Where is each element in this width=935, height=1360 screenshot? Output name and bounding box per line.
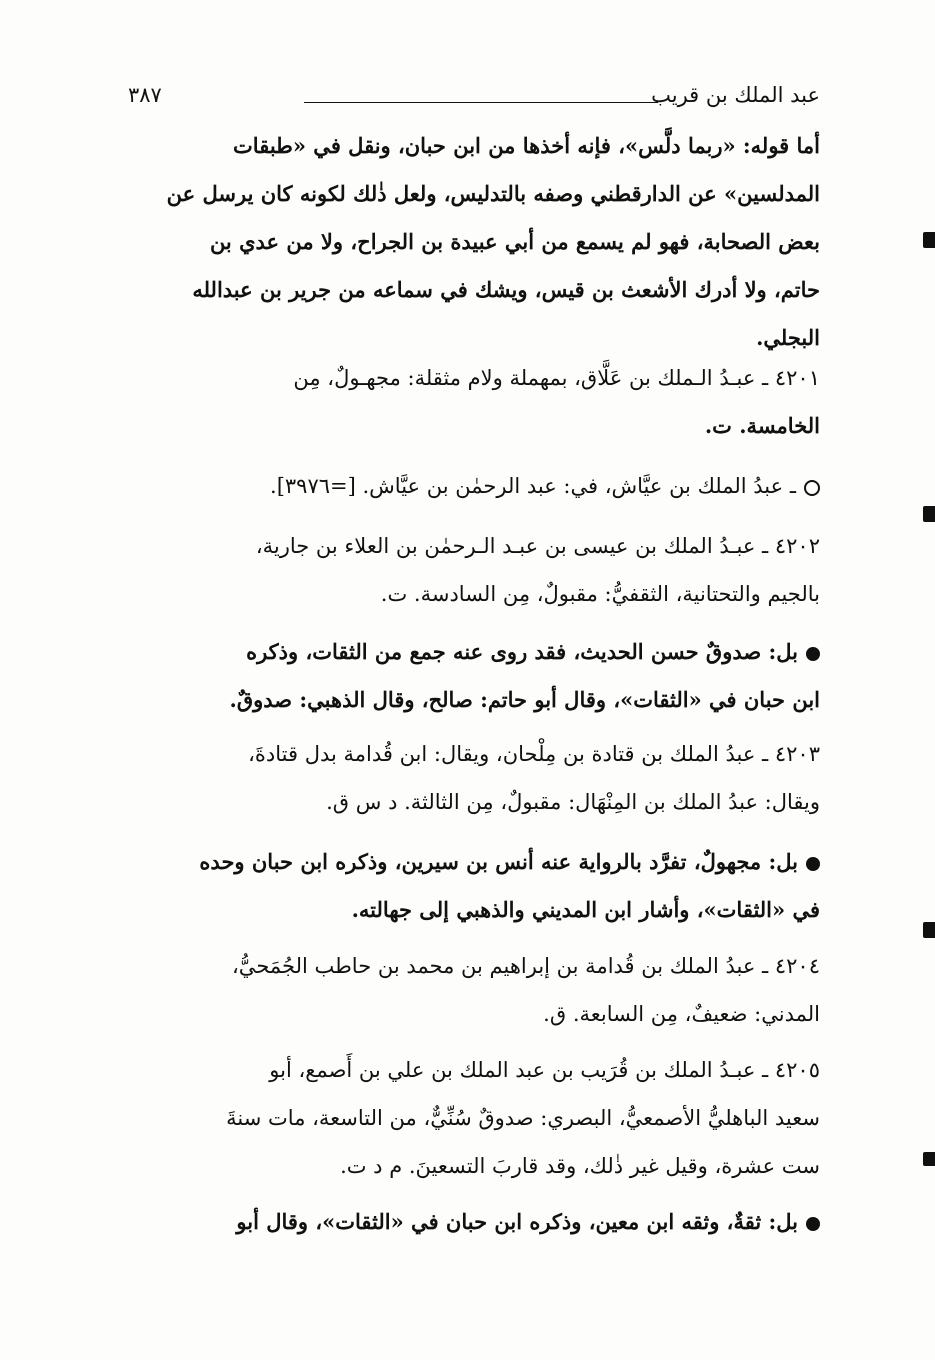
bullet-icon — [806, 647, 820, 661]
text-line: ابن حبان في «الثقات»، وقال أبو حاتم: صالح، وقال الذهبي: صدوقٌ. — [229, 687, 820, 712]
text-line: ست عشرة، وقيل غير ذٰلك، وقد قاربَ التسعينَ. م د ت. — [340, 1154, 820, 1178]
note-4203 — [128, 838, 820, 934]
text-line: ٤٢٠٤ ـ عبدُ الملك بن قُدامة بن إبراهيم بن محمد بن حاطب الجُمَحيُّ، — [232, 954, 820, 978]
scan-edge-mark — [923, 506, 935, 522]
entry-4203 — [128, 730, 820, 826]
text-line: بعض الصحابة، فهو لم يسمع من أبي عبيدة بن الجراح، ولا من عدي بن — [209, 229, 820, 254]
note-text: بل: مجهولٌ، تفرَّد بالرواية عنه أنس بن سيرين، وذكره ابن حبان وحده — [199, 849, 798, 874]
text-line — [128, 838, 820, 886]
text-line: ٤٢٠١ ـ عبـدُ الـملك بن عَلَّاق، بمهملة ولام مثقلة: مجهـولٌ، مِن — [293, 366, 820, 390]
note-text: بل: ثقةٌ، وثقه ابن معين، وذكره ابن حبان في «الثقات»، وقال أبو — [236, 1209, 798, 1234]
text-line: أما قوله: «ربما دلَّس»، فإنه أخذها من ابن حبان، ونقل في «طبقات — [233, 133, 820, 158]
text-line — [128, 462, 820, 510]
text-line: بالجيم والتحتانية، الثقفيُّ: مقبولٌ، مِن السادسة. ت. — [380, 582, 820, 606]
entry-4205 — [128, 1046, 820, 1190]
text-line: حاتم، ولا أدرك الأشعث بن قيس، ويشك في سماعه من جرير بن عبدالله — [192, 277, 820, 302]
text-line — [128, 628, 820, 676]
scan-edge-mark — [923, 1152, 935, 1166]
header-title: عبد الملك بن قريب — [651, 83, 820, 107]
cross-reference-text: ـ عبدُ الملك بن عيَّاش، في: عبد الرحمٰن بن عيَّاش. [=٣٩٧٦]. — [270, 474, 796, 498]
bullet-icon — [806, 1217, 820, 1231]
text-line: في «الثقات»، وأشار ابن المديني والذهبي إلى جهالته. — [351, 897, 820, 922]
header-rule — [304, 102, 658, 103]
text-line: البجلي. — [756, 325, 820, 350]
text-line: ويقال: عبدُ الملك بن المِنْهَال: مقبولٌ، مِن الثالثة. د س ق. — [326, 790, 820, 814]
scan-edge-mark — [923, 232, 935, 248]
note-4202 — [128, 628, 820, 724]
note-text: بل: صدوقٌ حسن الحديث، فقد روى عنه جمع من الثقات، وذكره — [246, 639, 798, 664]
text-line: المدني: ضعيفٌ، مِن السابعة. ق. — [543, 1002, 820, 1026]
text-line: ٤٢٠٢ ـ عبـدُ الملك بن عيسى بن عبـد الـرحمٰن بن العلاء بن جارية، — [255, 534, 820, 558]
hollow-circle-icon — [804, 480, 820, 496]
bullet-icon — [806, 857, 820, 871]
text-line — [128, 1198, 820, 1246]
entry-4204 — [128, 942, 820, 1038]
note-4205 — [128, 1198, 820, 1246]
text-line: ٤٢٠٣ ـ عبدُ الملك بن قتادة بن مِلْحان، ويقال: ابن قُدامة بدل قتادةَ، — [248, 742, 820, 766]
running-header — [128, 80, 820, 114]
entry-4201 — [128, 354, 820, 450]
entry-4202 — [128, 522, 820, 618]
text-line: المدلسين» عن الدارقطني وصفه بالتدليس، ولعل ذٰلك لكونه كان يرسل عن — [166, 181, 820, 206]
page-number: ٣٨٧ — [128, 83, 162, 107]
cross-reference-entry — [128, 462, 820, 510]
paragraph-commentary — [128, 122, 820, 362]
text-line: ٤٢٠٥ ـ عبـدُ الملك بن قُرَيب بن عبد الملك بن علي بن أَصمع، أبو — [269, 1058, 820, 1082]
text-line: سعيد الباهليُّ الأصمعيُّ، البصري: صدوقٌ سُنِّيٌّ، من التاسعة، مات سنةَ — [226, 1106, 820, 1130]
scan-edge-mark — [923, 922, 935, 938]
text-line: الخامسة. ت. — [704, 413, 820, 438]
